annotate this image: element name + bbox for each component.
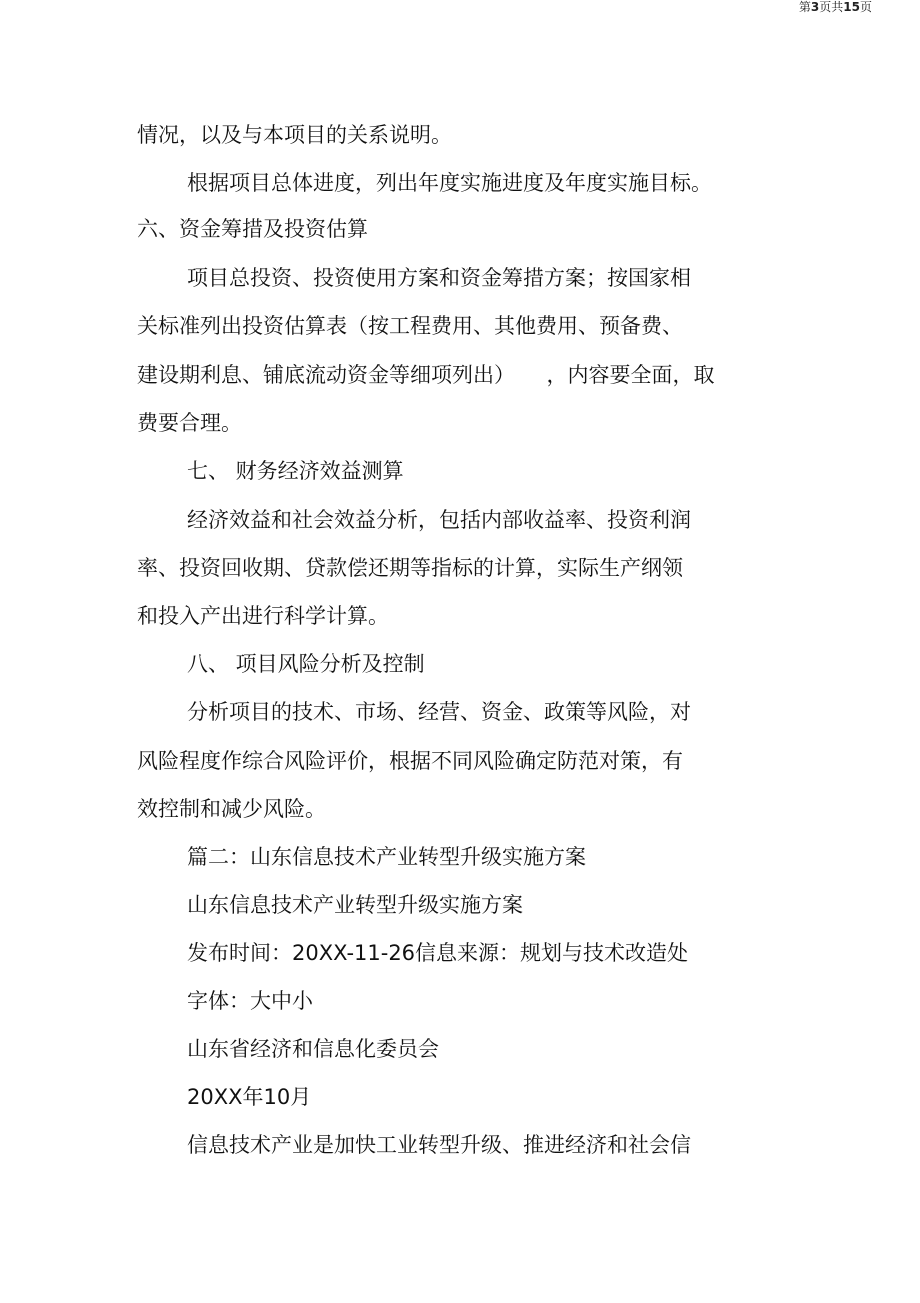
issuing-organization: 山东省经济和信息化委员会 [187, 1037, 439, 1061]
text-line: 分析项目的技术、市场、经营、资金、政策等风险，对 [187, 700, 691, 724]
text-line: 建设期利息、铺底流动资金等细项列出） ，内容要全面，取 [137, 363, 715, 387]
section-heading: 八、 项目风险分析及控制 [187, 652, 425, 676]
article-heading: 篇二：山东信息技术产业转型升级实施方案 [187, 845, 586, 869]
text-line: 效控制和减少风险。 [137, 797, 326, 821]
section-heading: 六、资金筹措及投资估算 [137, 217, 368, 241]
page-label-prefix: 第 [798, 0, 811, 14]
text-line: 情况，以及与本项目的关系说明。 [137, 123, 452, 147]
page-label-middle: 页共 [819, 0, 844, 14]
article-title: 山东信息技术产业转型升级实施方案 [187, 893, 523, 917]
publish-info: 发布时间：20XX-11-26信息来源：规划与技术改造处 [187, 941, 689, 965]
text-line: 信息技术产业是加快工业转型升级、推进经济和社会信 [187, 1133, 691, 1157]
text-line: 和投入产出进行科学计算。 [137, 604, 389, 628]
text-line: 根据项目总体进度，列出年度实施进度及年度实施目标。 [187, 171, 712, 195]
text-line: 关标准列出投资估算表（按工程费用、其他费用、预备费、 [137, 314, 683, 338]
section-heading: 七、 财务经济效益测算 [187, 459, 404, 483]
issue-date: 20XX年10月 [187, 1085, 312, 1109]
page-number-header [799, 0, 872, 14]
text-line: 经济效益和社会效益分析，包括内部收益率、投资利润 [187, 508, 691, 532]
text-line: 率、投资回收期、贷款偿还期等指标的计算，实际生产纲领 [137, 556, 683, 580]
current-page-number: 3 [810, 0, 820, 14]
text-line: 项目总投资、投资使用方案和资金筹措方案；按国家相 [187, 266, 691, 290]
text-line: 费要合理。 [137, 411, 242, 435]
font-size-options: 字体：大中小 [187, 989, 313, 1013]
total-page-count: 15 [843, 0, 860, 14]
page-label-suffix: 页 [859, 0, 872, 14]
text-line: 风险程度作综合风险评价，根据不同风险确定防范对策，有 [137, 749, 683, 773]
